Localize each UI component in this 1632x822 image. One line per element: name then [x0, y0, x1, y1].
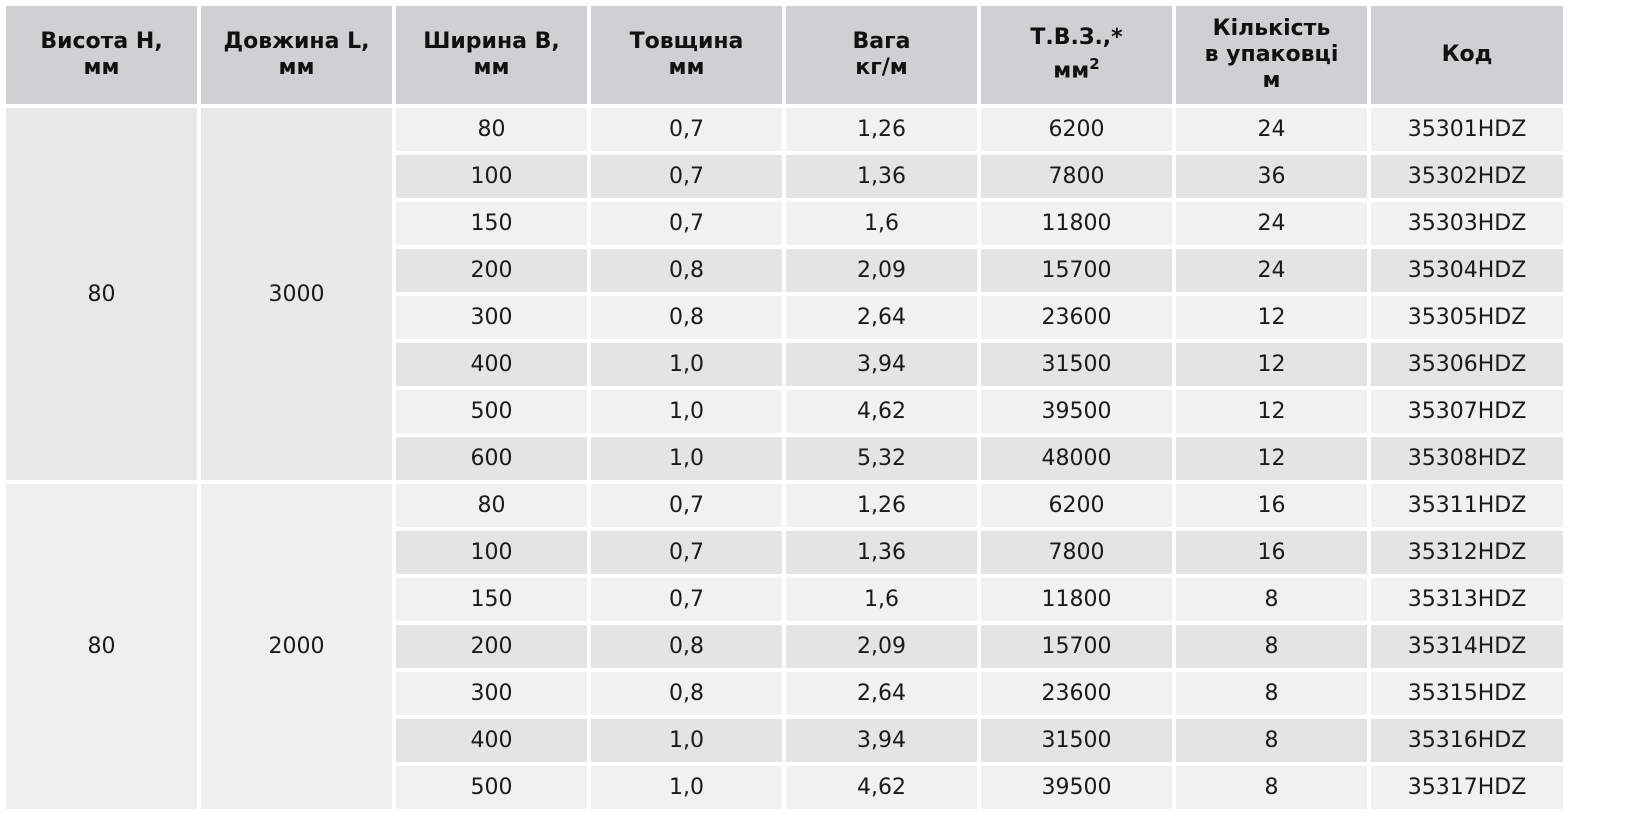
- cell-tvz: 31500: [981, 719, 1172, 762]
- cell-tvz: 23600: [981, 672, 1172, 715]
- cell-code: 35303HDZ: [1371, 202, 1563, 245]
- cell-qty: 8: [1176, 766, 1367, 809]
- cell-weight: 2,64: [786, 672, 977, 715]
- cell-thickness: 0,8: [591, 249, 782, 292]
- cell-height: 80: [6, 108, 197, 480]
- cell-thickness: 0,7: [591, 531, 782, 574]
- cell-tvz: 39500: [981, 766, 1172, 809]
- cell-qty: 12: [1176, 437, 1367, 480]
- cell-qty: 8: [1176, 719, 1367, 762]
- cell-tvz: 6200: [981, 108, 1172, 151]
- header-tvz: [981, 6, 1172, 104]
- table-row: [6, 108, 1563, 151]
- cell-code: 35316HDZ: [1371, 719, 1563, 762]
- cell-qty: 12: [1176, 390, 1367, 433]
- cell-thickness: 1,0: [591, 719, 782, 762]
- cell-code: 35308HDZ: [1371, 437, 1563, 480]
- cell-width: 600: [396, 437, 587, 480]
- cell-width: 500: [396, 766, 587, 809]
- cell-qty: 24: [1176, 249, 1367, 292]
- cell-width: 200: [396, 249, 587, 292]
- cell-tvz: 31500: [981, 343, 1172, 386]
- cell-qty: 36: [1176, 155, 1367, 198]
- cell-code: 35305HDZ: [1371, 296, 1563, 339]
- cell-code: 35312HDZ: [1371, 531, 1563, 574]
- header-tvz-superscript: 2: [1089, 55, 1100, 74]
- cell-code: 35304HDZ: [1371, 249, 1563, 292]
- cell-width: 500: [396, 390, 587, 433]
- cell-tvz: 7800: [981, 531, 1172, 574]
- cell-tvz: 15700: [981, 249, 1172, 292]
- cell-qty: 24: [1176, 202, 1367, 245]
- cell-qty: 16: [1176, 531, 1367, 574]
- cell-width: 300: [396, 672, 587, 715]
- cell-qty: 12: [1176, 343, 1367, 386]
- spec-table: [2, 2, 1567, 813]
- cell-code: 35307HDZ: [1371, 390, 1563, 433]
- cell-weight: 1,36: [786, 531, 977, 574]
- cell-qty: 8: [1176, 578, 1367, 621]
- cell-weight: 3,94: [786, 343, 977, 386]
- header-width: Ширина B, мм: [396, 6, 587, 104]
- cell-qty: 12: [1176, 296, 1367, 339]
- cell-thickness: 0,8: [591, 672, 782, 715]
- cell-width: 200: [396, 625, 587, 668]
- cell-qty: 8: [1176, 625, 1367, 668]
- cell-width: 150: [396, 578, 587, 621]
- cell-width: 300: [396, 296, 587, 339]
- table-body: [6, 108, 1563, 809]
- cell-tvz: 6200: [981, 484, 1172, 527]
- cell-tvz: 48000: [981, 437, 1172, 480]
- cell-weight: 3,94: [786, 719, 977, 762]
- cell-thickness: 0,7: [591, 202, 782, 245]
- cell-width: 400: [396, 343, 587, 386]
- cell-tvz: 11800: [981, 578, 1172, 621]
- cell-tvz: 11800: [981, 202, 1172, 245]
- cell-weight: 4,62: [786, 766, 977, 809]
- cell-weight: 1,36: [786, 155, 977, 198]
- header-length: Довжина L, мм: [201, 6, 392, 104]
- cell-qty: 8: [1176, 672, 1367, 715]
- cell-length: 2000: [201, 484, 392, 809]
- cell-thickness: 1,0: [591, 437, 782, 480]
- header-qty: Кількість в упаковці м: [1176, 6, 1367, 104]
- cell-code: 35302HDZ: [1371, 155, 1563, 198]
- cell-tvz: 7800: [981, 155, 1172, 198]
- header-code: Код: [1371, 6, 1563, 104]
- cell-width: 80: [396, 484, 587, 527]
- cell-thickness: 0,7: [591, 578, 782, 621]
- cell-thickness: 1,0: [591, 766, 782, 809]
- cell-width: 80: [396, 108, 587, 151]
- cell-weight: 1,26: [786, 484, 977, 527]
- cell-thickness: 0,8: [591, 625, 782, 668]
- cell-qty: 24: [1176, 108, 1367, 151]
- cell-weight: 2,09: [786, 249, 977, 292]
- cell-height: 80: [6, 484, 197, 809]
- cell-weight: 1,6: [786, 578, 977, 621]
- cell-tvz: 39500: [981, 390, 1172, 433]
- cell-weight: 1,26: [786, 108, 977, 151]
- cell-code: 35306HDZ: [1371, 343, 1563, 386]
- cell-thickness: 0,7: [591, 108, 782, 151]
- cell-code: 35317HDZ: [1371, 766, 1563, 809]
- cell-weight: 4,62: [786, 390, 977, 433]
- cell-weight: 2,09: [786, 625, 977, 668]
- header-weight: Вага кг/м: [786, 6, 977, 104]
- cell-width: 100: [396, 531, 587, 574]
- header-height: Висота H, мм: [6, 6, 197, 104]
- header-row: [6, 6, 1563, 104]
- cell-code: 35315HDZ: [1371, 672, 1563, 715]
- cell-width: 150: [396, 202, 587, 245]
- cell-code: 35313HDZ: [1371, 578, 1563, 621]
- cell-thickness: 0,7: [591, 155, 782, 198]
- cell-code: 35301HDZ: [1371, 108, 1563, 151]
- cell-weight: 5,32: [786, 437, 977, 480]
- cell-thickness: 0,8: [591, 296, 782, 339]
- header-thickness: Товщина мм: [591, 6, 782, 104]
- table-row: [6, 484, 1563, 527]
- cell-code: 35314HDZ: [1371, 625, 1563, 668]
- cell-thickness: 0,7: [591, 484, 782, 527]
- cell-code: 35311HDZ: [1371, 484, 1563, 527]
- cell-thickness: 1,0: [591, 343, 782, 386]
- cell-length: 3000: [201, 108, 392, 480]
- cell-thickness: 1,0: [591, 390, 782, 433]
- cell-tvz: 15700: [981, 625, 1172, 668]
- header-tvz-label: Т.В.З.,* мм: [1030, 25, 1123, 84]
- cell-width: 400: [396, 719, 587, 762]
- cell-weight: 1,6: [786, 202, 977, 245]
- cell-weight: 2,64: [786, 296, 977, 339]
- cell-tvz: 23600: [981, 296, 1172, 339]
- cell-qty: 16: [1176, 484, 1367, 527]
- cell-width: 100: [396, 155, 587, 198]
